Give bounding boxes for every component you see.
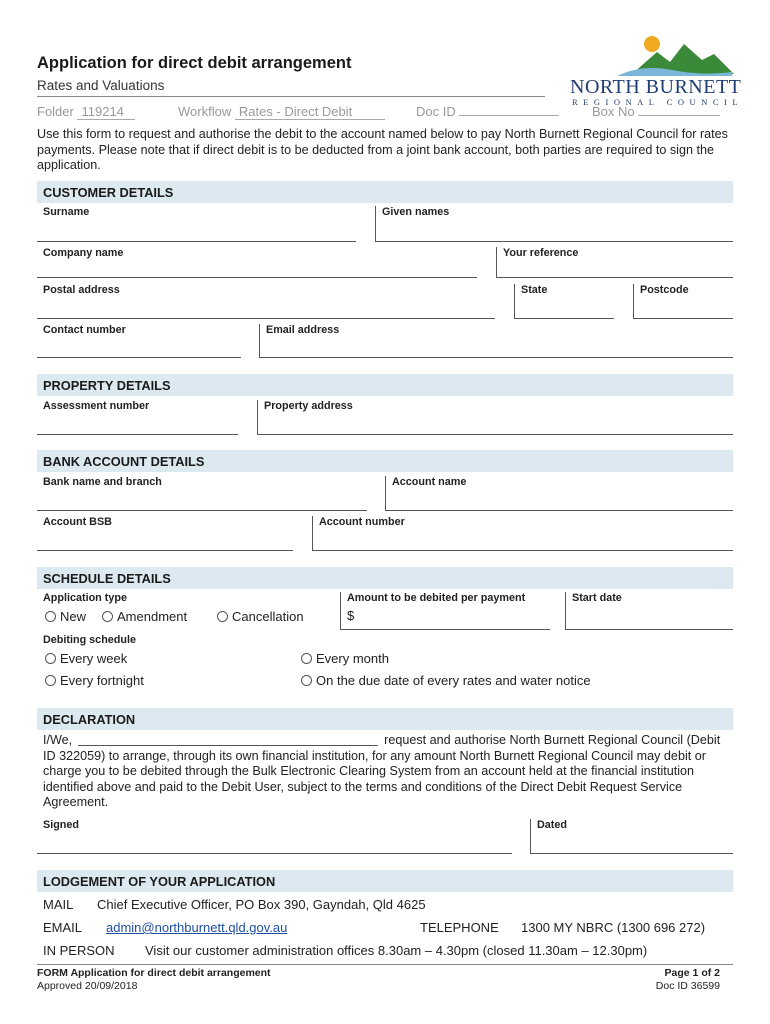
- footer-approved: Approved 20/09/2018: [37, 980, 138, 992]
- debiting-schedule-label: Debiting schedule: [43, 634, 136, 646]
- logo-name: NORTH BURNETT: [570, 76, 742, 98]
- radio-due-date-label: On the due date of every rates and water notice: [316, 673, 591, 688]
- email-link-wrap: [106, 920, 287, 935]
- signed-label: Signed: [43, 819, 79, 831]
- declaration-prefix: I/We,: [43, 733, 73, 747]
- property-address-label: Property address: [264, 400, 353, 412]
- amount-field[interactable]: [340, 592, 550, 630]
- contact-number-label: Contact number: [43, 324, 126, 336]
- declaration-body: (Debit ID 322059) to arrange, through its own financial institution, for any amount North Burnett Regional Council may debit or charge you to be debited through the Bulk Electronic Clearing System from an account held at the financial institution identified above and paid to the Debit User, subject to the terms and conditions of the Direct Debit Request Service Agreement.: [43, 733, 721, 809]
- radio-every-month-label: Every month: [316, 651, 389, 666]
- company-name-field[interactable]: [37, 247, 477, 278]
- footer-page: Page 1 of 2: [664, 967, 720, 979]
- account-bsb-label: Account BSB: [43, 516, 112, 528]
- bank-name-label: Bank name and branch: [43, 476, 162, 488]
- form-title: Application for direct debit arrangement: [37, 54, 352, 72]
- account-name-label: Account name: [392, 476, 467, 488]
- declaration-line1: request and authorise North Burnett Regional Council: [384, 733, 684, 747]
- radio-circle-icon[interactable]: [301, 653, 312, 664]
- workflow-value[interactable]: Rates - Direct Debit: [235, 104, 385, 120]
- footer-form-name: FORM Application for direct debit arrangement: [37, 967, 271, 979]
- email-address-label: Email address: [266, 324, 340, 336]
- radio-circle-icon[interactable]: [301, 675, 312, 686]
- radio-cancellation[interactable]: [217, 609, 304, 624]
- radio-new[interactable]: [45, 609, 86, 624]
- docid-label: Doc ID: [416, 104, 456, 119]
- radio-circle-icon[interactable]: [217, 611, 228, 622]
- footer-doc-id: Doc ID 36599: [655, 980, 720, 992]
- dated-field[interactable]: [530, 819, 733, 854]
- radio-circle-icon[interactable]: [45, 675, 56, 686]
- radio-every-fortnight-label: Every fortnight: [60, 673, 144, 688]
- telephone-value: 1300 MY NBRC (1300 696 272): [521, 920, 706, 935]
- intro-text: Use this form to request and authorise the debit to the account named below to pay North Burnett Regional Council for rates payments. Please note that if direct debit is to be deducted from a joint bank account, both parties are required to sign the application.: [37, 127, 728, 172]
- telephone-label: TELEPHONE: [420, 920, 499, 935]
- account-number-field[interactable]: [312, 516, 733, 551]
- contact-number-field[interactable]: [37, 324, 241, 358]
- section-bank-account-details: BANK ACCOUNT DETAILS: [37, 450, 733, 472]
- radio-circle-icon[interactable]: [45, 653, 56, 664]
- assessment-number-field[interactable]: [37, 400, 238, 435]
- mail-label: MAIL: [43, 897, 74, 912]
- section-lodgement: LODGEMENT OF YOUR APPLICATION: [37, 870, 733, 892]
- start-date-field[interactable]: [565, 592, 733, 630]
- folder-label: Folder: [37, 104, 74, 119]
- account-name-field[interactable]: [385, 476, 733, 511]
- account-bsb-field[interactable]: [37, 516, 293, 551]
- workflow-meta: [178, 104, 385, 120]
- divider: [37, 96, 545, 97]
- debiting-schedule-group: [37, 634, 237, 650]
- amount-label: Amount to be debited per payment: [347, 592, 526, 604]
- logo-tagline: REGIONAL COUNCIL: [572, 97, 744, 107]
- declaration-text: [43, 733, 733, 811]
- dated-label: Dated: [537, 819, 567, 831]
- email-link[interactable]: admin@northburnett.qld.gov.au: [106, 920, 288, 935]
- docid-meta: [416, 104, 559, 119]
- radio-every-fortnight[interactable]: [45, 673, 144, 688]
- radio-every-month[interactable]: [301, 651, 389, 666]
- application-type-label: Application type: [43, 592, 127, 604]
- section-schedule-details: SCHEDULE DETAILS: [37, 567, 733, 589]
- radio-cancellation-label: Cancellation: [232, 609, 304, 624]
- property-address-field[interactable]: [257, 400, 733, 435]
- surname-field[interactable]: [37, 206, 356, 242]
- postcode-label: Postcode: [640, 284, 689, 296]
- boxno-label: Box No: [592, 104, 635, 119]
- bank-name-field[interactable]: [37, 476, 367, 511]
- currency-symbol: $: [347, 608, 355, 623]
- your-reference-field[interactable]: [496, 247, 733, 278]
- mail-value: Chief Executive Officer, PO Box 390, Gayndah, Qld 4625: [97, 897, 426, 912]
- postal-address-label: Postal address: [43, 284, 120, 296]
- section-customer-details: CUSTOMER DETAILS: [37, 181, 733, 203]
- postal-address-field[interactable]: [37, 284, 495, 319]
- email-address-field[interactable]: [259, 324, 733, 358]
- radio-every-week[interactable]: [45, 651, 127, 666]
- surname-label: Surname: [43, 206, 90, 218]
- sun-icon: [644, 36, 660, 52]
- given-names-field[interactable]: [375, 206, 733, 242]
- radio-every-week-label: Every week: [60, 651, 128, 666]
- docid-value[interactable]: [459, 115, 559, 116]
- assessment-number-label: Assessment number: [43, 400, 150, 412]
- email-label: EMAIL: [43, 920, 83, 935]
- signed-field[interactable]: [37, 819, 512, 854]
- section-property-details: PROPERTY DETAILS: [37, 374, 733, 396]
- workflow-label: Workflow: [178, 104, 232, 119]
- in-person-label: IN PERSON: [43, 943, 115, 958]
- account-number-label: Account number: [319, 516, 405, 528]
- radio-amendment[interactable]: [102, 609, 187, 624]
- radio-due-date[interactable]: [301, 673, 591, 688]
- given-names-label: Given names: [382, 206, 450, 218]
- footer-divider: [37, 964, 733, 965]
- start-date-label: Start date: [572, 592, 622, 604]
- postcode-field[interactable]: [633, 284, 733, 319]
- state-label: State: [521, 284, 548, 296]
- radio-amendment-label: Amendment: [117, 609, 188, 624]
- folder-meta: [37, 104, 135, 120]
- form-subtitle: Rates and Valuations: [37, 78, 165, 93]
- state-field[interactable]: [514, 284, 614, 319]
- radio-circle-icon[interactable]: [45, 611, 56, 622]
- company-name-label: Company name: [43, 247, 124, 259]
- in-person-value: Visit our customer administration offices 8.30am – 4.30pm (closed 11.30am – 12.30pm): [145, 943, 648, 958]
- declarant-name-input[interactable]: [78, 734, 378, 746]
- folder-value[interactable]: 119214: [77, 104, 135, 120]
- radio-circle-icon[interactable]: [102, 611, 113, 622]
- radio-new-label: New: [60, 609, 87, 624]
- your-reference-label: Your reference: [503, 247, 579, 259]
- section-declaration: DECLARATION: [37, 708, 733, 730]
- boxno-value[interactable]: [638, 115, 720, 116]
